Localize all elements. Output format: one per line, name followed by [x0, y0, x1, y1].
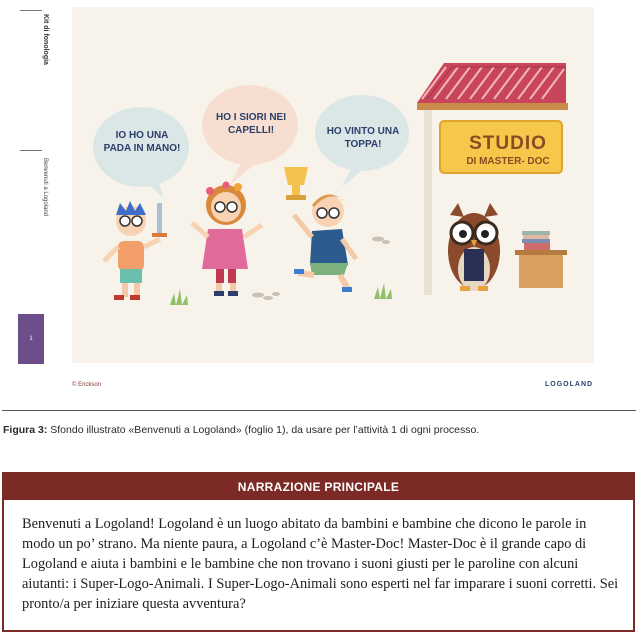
kid-with-sword [104, 201, 167, 300]
caption-rule [2, 410, 636, 411]
narration-body: Benvenuti a Logoland! Logoland è un luogo abitato da bambini e bambine che dicono le parole in modo un po’ strano. Ma niente paura, a Logoland c’è Master-Doc! Master-Doc è il grande capo di Logoland e aiuta i bambini e le bambine che non trovano i suoni giusti per le paroline con alcuni aiutanti: i Super-Logo-Animali. I Super-Logo-Animali sono esperti nel far imparare i suoni corretti. Sei pronto/a per iniziare questa avventura? [22, 516, 619, 612]
illustration-scene [72, 7, 594, 363]
narration-box [2, 472, 635, 632]
studio-sign-title: STUDIO [469, 133, 547, 154]
brand-logo: LOGOLAND [545, 381, 594, 388]
side-title: Kit di fonologia [42, 14, 49, 65]
figure-caption [3, 424, 479, 436]
side-rule-middle [20, 150, 42, 151]
studio-roof [417, 63, 568, 110]
copyright-text: © Erickson [72, 382, 102, 388]
sheet-number-tab [18, 314, 44, 364]
desk [515, 231, 567, 288]
kid-with-trophy [284, 167, 356, 292]
bubble-3-text: HO VINTO UNA TOPPA! [326, 126, 400, 150]
bubble-1-text: IO HO UNA PADA IN MANO! [103, 130, 181, 154]
caption-label: Figura 3: [3, 424, 48, 436]
owl-master-doc [448, 203, 500, 291]
side-rule-top [20, 10, 42, 11]
studio-sign-subtitle: DI MASTER- DOC [466, 156, 550, 167]
narration-heading: NARRAZIONE PRINCIPALE [4, 474, 633, 500]
kid-girl-with-flowers [192, 182, 262, 297]
studio-post [424, 110, 432, 295]
side-subtitle: Benvenuti a Logoland [42, 158, 48, 217]
caption-text: Sfondo illustrato «Benvenuti a Logoland» (foglio 1), da usare per l’attività 1 di ogni processo. [47, 424, 480, 436]
bubble-2-text: HO I SIORI NEI CAPELLI! [215, 112, 286, 136]
sheet-number: 1 [29, 336, 33, 342]
grass-and-stones [170, 237, 392, 306]
scene-artwork [72, 7, 594, 363]
